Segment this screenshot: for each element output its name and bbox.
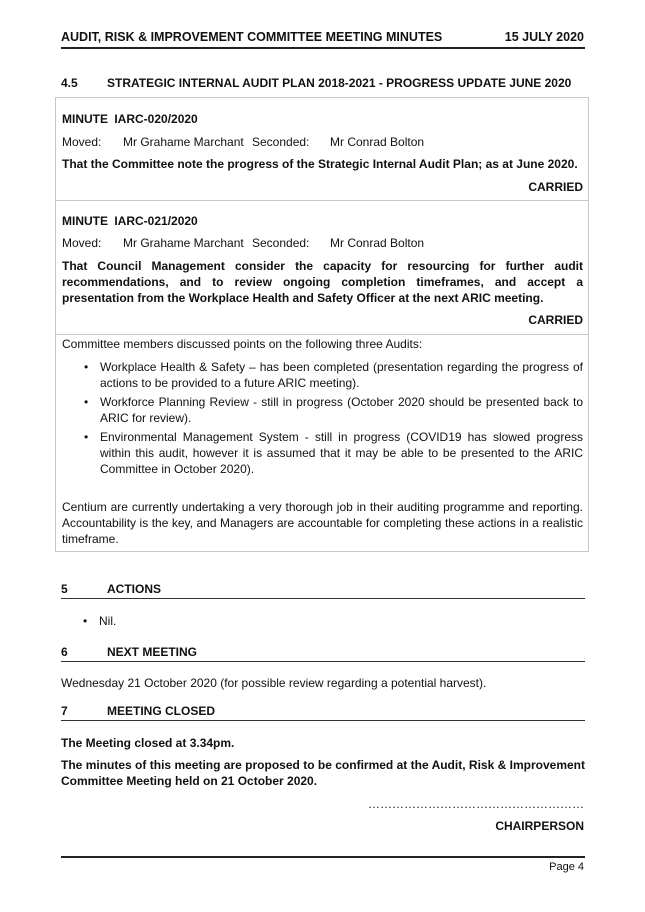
minute-2-status-row <box>62 313 583 329</box>
section-number: 5 <box>61 582 68 596</box>
section-7-rule <box>61 720 585 721</box>
section-number: 6 <box>61 645 68 659</box>
meeting-closed-text: The Meeting closed at 3.34pm. <box>61 736 235 750</box>
bullet-icon: • <box>84 360 89 374</box>
minute-1-moved-line <box>62 135 583 151</box>
list-item <box>62 429 583 477</box>
footer-rule <box>61 856 585 858</box>
section-title: ACTIONS <box>107 582 161 596</box>
discussion-intro: Committee members discussed points on the following three Audits: <box>62 337 423 351</box>
minute-1-resolution: That the Committee note the progress of the Strategic Internal Audit Plan; as at June 2020. <box>62 157 578 171</box>
minute-box-1 <box>55 97 589 201</box>
header-title: AUDIT, RISK & IMPROVEMENT COMMITTEE MEETING MINUTES <box>61 30 443 44</box>
signature-line: ……………………………………………… <box>368 797 584 811</box>
minute-1-prefix: MINUTE <box>62 112 108 126</box>
minute-2-prefix: MINUTE <box>62 214 108 228</box>
confirmation-text: The minutes of this meeting are proposed to be confirmed at the Audit, Risk & Improvement Committee Meeting held on 21 October 2020. <box>61 758 585 788</box>
list-item <box>61 613 585 629</box>
seconded-by: Mr Conrad Bolton <box>330 135 425 149</box>
minute-2-resolution: That Council Management consider the capacity for resourcing for further audit recommendations, and to review ongoing completion timeframes, and accept a presentation from the Workplace Health and Safety Officer at the next ARIC meeting. <box>62 259 583 305</box>
bullet-icon: • <box>83 614 88 628</box>
minute-2-moved-line <box>62 236 583 252</box>
bullet-icon: • <box>84 430 89 444</box>
list-item <box>62 394 583 426</box>
section-title: MEETING CLOSED <box>107 704 216 718</box>
section-number: 4.5 <box>61 76 78 90</box>
moved-by: Mr Grahame Marchant <box>123 236 244 250</box>
minute-2-status: CARRIED <box>528 313 583 327</box>
bullet-text: Nil. <box>99 614 117 628</box>
section-title: NEXT MEETING <box>107 645 198 659</box>
section-6-rule <box>61 661 585 662</box>
page-header <box>61 30 584 46</box>
discussion-closing: Centium are currently undertaking a very thorough job in their auditing programme and reporting. Accountability is the key, and Managers are accountable for completing these actions in a realistic timeframe. <box>62 500 583 546</box>
minute-1-status-row <box>62 180 583 196</box>
discussion-bullet-list <box>62 359 583 480</box>
bullet-icon: • <box>84 395 89 409</box>
section-title: STRATEGIC INTERNAL AUDIT PLAN 2018-2021 - PROGRESS UPDATE JUNE 2020 <box>107 76 572 90</box>
signature-role: CHAIRPERSON <box>495 819 584 833</box>
section-5-rule <box>61 598 585 599</box>
seconded-label: Seconded: <box>252 135 310 149</box>
minute-1-status: CARRIED <box>528 180 583 194</box>
moved-label: Moved: <box>62 135 102 149</box>
minute-1-heading <box>62 112 583 126</box>
discussion-box <box>55 335 589 552</box>
actions-list <box>61 613 585 632</box>
bullet-text: Environmental Management System - still in progress (COVID19 has slowed progress within this audit, however it is assumed that it may be able to be presented to the ARIC Committee in October 2020). <box>100 430 583 476</box>
bullet-text: Workforce Planning Review - still in progress (October 2020 should be presented back to ARIC for review). <box>100 395 583 425</box>
moved-label: Moved: <box>62 236 102 250</box>
seconded-by: Mr Conrad Bolton <box>330 236 425 250</box>
header-rule <box>61 47 585 49</box>
page-number: Page 4 <box>549 861 584 873</box>
minute-2-heading <box>62 214 583 228</box>
minute-2-code: IARC-021/2020 <box>114 214 198 228</box>
section-number: 7 <box>61 704 68 718</box>
bullet-text: Workplace Health & Safety – has been completed (presentation regarding the progress of actions to be provided to a future ARIC meeting). <box>100 360 583 390</box>
moved-by: Mr Grahame Marchant <box>123 135 244 149</box>
minute-1-code: IARC-020/2020 <box>114 112 198 126</box>
list-item <box>62 359 583 391</box>
next-meeting-text: Wednesday 21 October 2020 (for possible review regarding a potential harvest). <box>61 676 487 690</box>
header-date: 15 JULY 2020 <box>504 30 584 44</box>
minute-box-2 <box>55 201 589 335</box>
seconded-label: Seconded: <box>252 236 310 250</box>
